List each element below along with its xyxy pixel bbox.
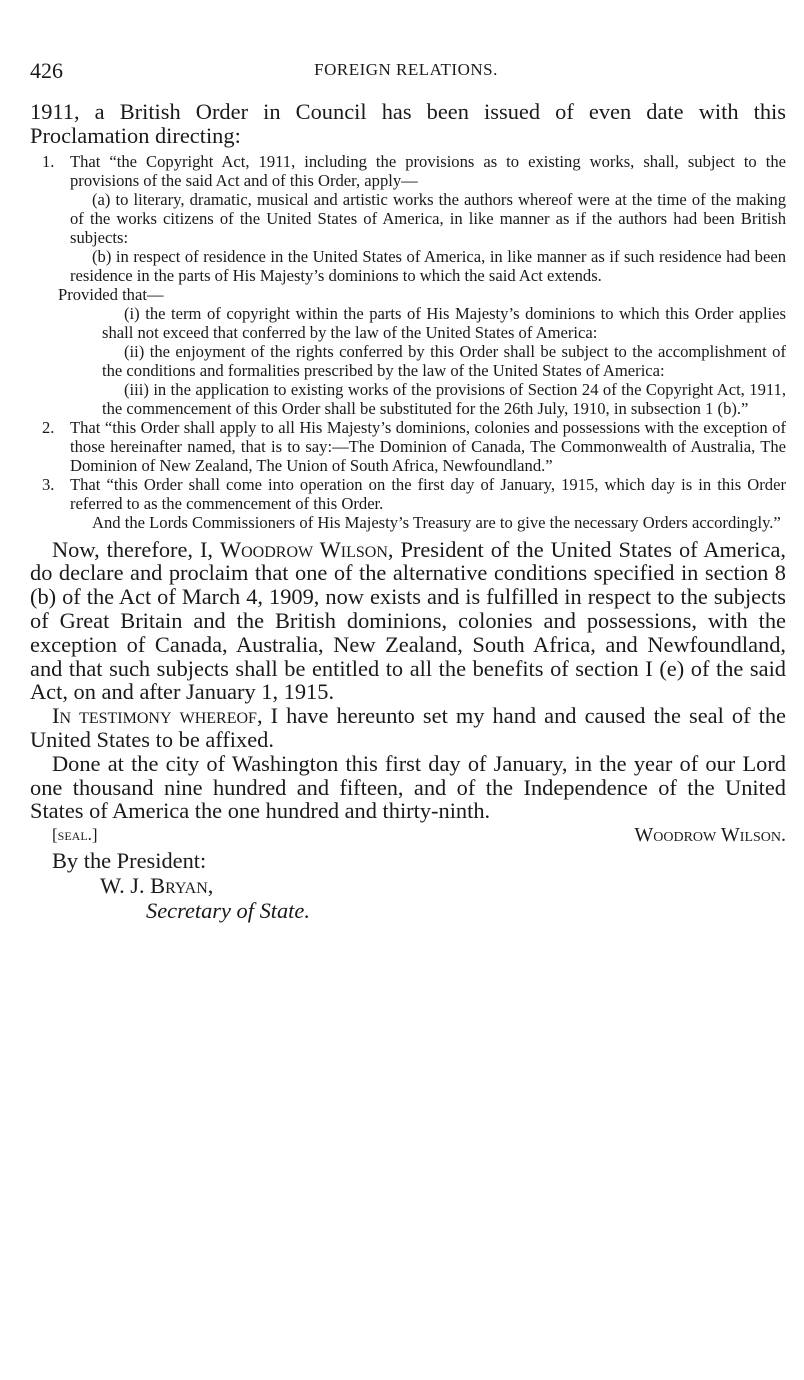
secretary-signature: W. J. Bryan, bbox=[100, 873, 214, 899]
now-therefore-paragraph bbox=[30, 538, 786, 705]
proviso-i: (i) the term of copyright within the parts of His Majesty’s dominions to which this Order applies shall not exceed that conferred by the law of the United States of America: bbox=[102, 303, 786, 342]
now-lead: Now, therefore, I, bbox=[52, 536, 214, 562]
signature-block bbox=[30, 823, 786, 923]
page-body bbox=[30, 100, 786, 923]
testimony-lead: In testimony whereof bbox=[52, 703, 257, 729]
order-item-2-number: 2. bbox=[42, 417, 55, 437]
testimony-rest: , I have hereunto set my hand and caused the seal of the United States to be affixed. bbox=[30, 703, 786, 752]
order-sub-a: (a) to literary, dramatic, musical and artistic works the authors whereof were at the time of the making of the works citizens of the United States of America, in like manner as if the authors had been British subjects: bbox=[70, 189, 786, 247]
order-item-3-text: That “this Order shall come into operation on the first day of January, 1915, which day is in this Order referred to as the commencement of this Order. bbox=[70, 474, 786, 513]
proviso-ii: (ii) the enjoyment of the rights conferred by this Order shall be subject to the accomplishment of the conditions and formalities prescribed by the law of the United States of America: bbox=[102, 341, 786, 380]
order-item-1 bbox=[42, 151, 786, 190]
now-rest: , President of the United States of America, do declare and proclaim that one of the alternative conditions specified in section 8 (b) of the Act of March 4, 1909, now exists and is fulfilled in respect to the subjects of Great Britain and the British dominions, colonies and possessions, with the exception of Canada, Australia, New Zealand, South Africa, and Newfoundland, and that such subjects shall be entitled to all the benefits of section I (e) of the said Act, on and after January 1, 1915. bbox=[30, 536, 786, 705]
secretary-title: Secretary of State. bbox=[146, 898, 310, 924]
president-signature: Woodrow Wilson. bbox=[634, 824, 786, 847]
testimony-paragraph bbox=[30, 704, 786, 752]
proclamation-text bbox=[30, 538, 786, 824]
seal-mark: [seal.] bbox=[52, 825, 98, 845]
page-header bbox=[30, 58, 782, 84]
order-item-2 bbox=[42, 417, 786, 475]
order-item-1-text: That “the Copyright Act, 1911, including the provisions as to existing works, shall, subject to the provisions of the said Act and of this Order, apply— bbox=[70, 151, 786, 190]
order-item-2-text: That “this Order shall apply to all His Majesty’s dominions, colonies and possessions with the exception of those hereinafter named, that is to say:—The Dominion of Canada, The Commonwealth of Australia, The Dominion of New Zealand, The Union of South Africa, Newfoundland.” bbox=[70, 417, 786, 475]
running-head: FOREIGN RELATIONS. bbox=[314, 60, 498, 79]
done-paragraph: Done at the city of Washington this first day of January, in the year of our Lord one thousand nine hundred and fifteen, and of the Independence of the United States of America the one hundred and thirty-ninth. bbox=[30, 750, 786, 824]
intro-paragraph: 1911, a British Order in Council has been issued of even date with this Proclamation directing: bbox=[30, 99, 786, 148]
lords-commissioners-paragraph: And the Lords Commissioners of His Majesty’s Treasury are to give the necessary Orders accordingly.” bbox=[92, 512, 781, 532]
order-sub-b: (b) in respect of residence in the United States of America, in like manner as if such residence had been residence in the parts of His Majesty’s dominions to which the said Act extends. bbox=[70, 246, 786, 285]
page-number: 426 bbox=[30, 58, 63, 83]
provided-heading: Provided that— bbox=[58, 284, 164, 304]
by-the-president: By the President: bbox=[52, 848, 207, 874]
order-item-3-number: 3. bbox=[42, 474, 55, 494]
order-item-3 bbox=[42, 474, 786, 513]
proviso-iii: (iii) in the application to existing works of the provisions of Section 24 of the Copyright Act, 1911, the commencement of this Order shall be substituted for the 26th July, 1910, in subsection 1 (b).” bbox=[102, 379, 786, 418]
order-item-1-number: 1. bbox=[42, 151, 55, 171]
order-in-council-quote bbox=[30, 152, 786, 532]
president-name: Woodrow Wilson bbox=[219, 536, 388, 562]
